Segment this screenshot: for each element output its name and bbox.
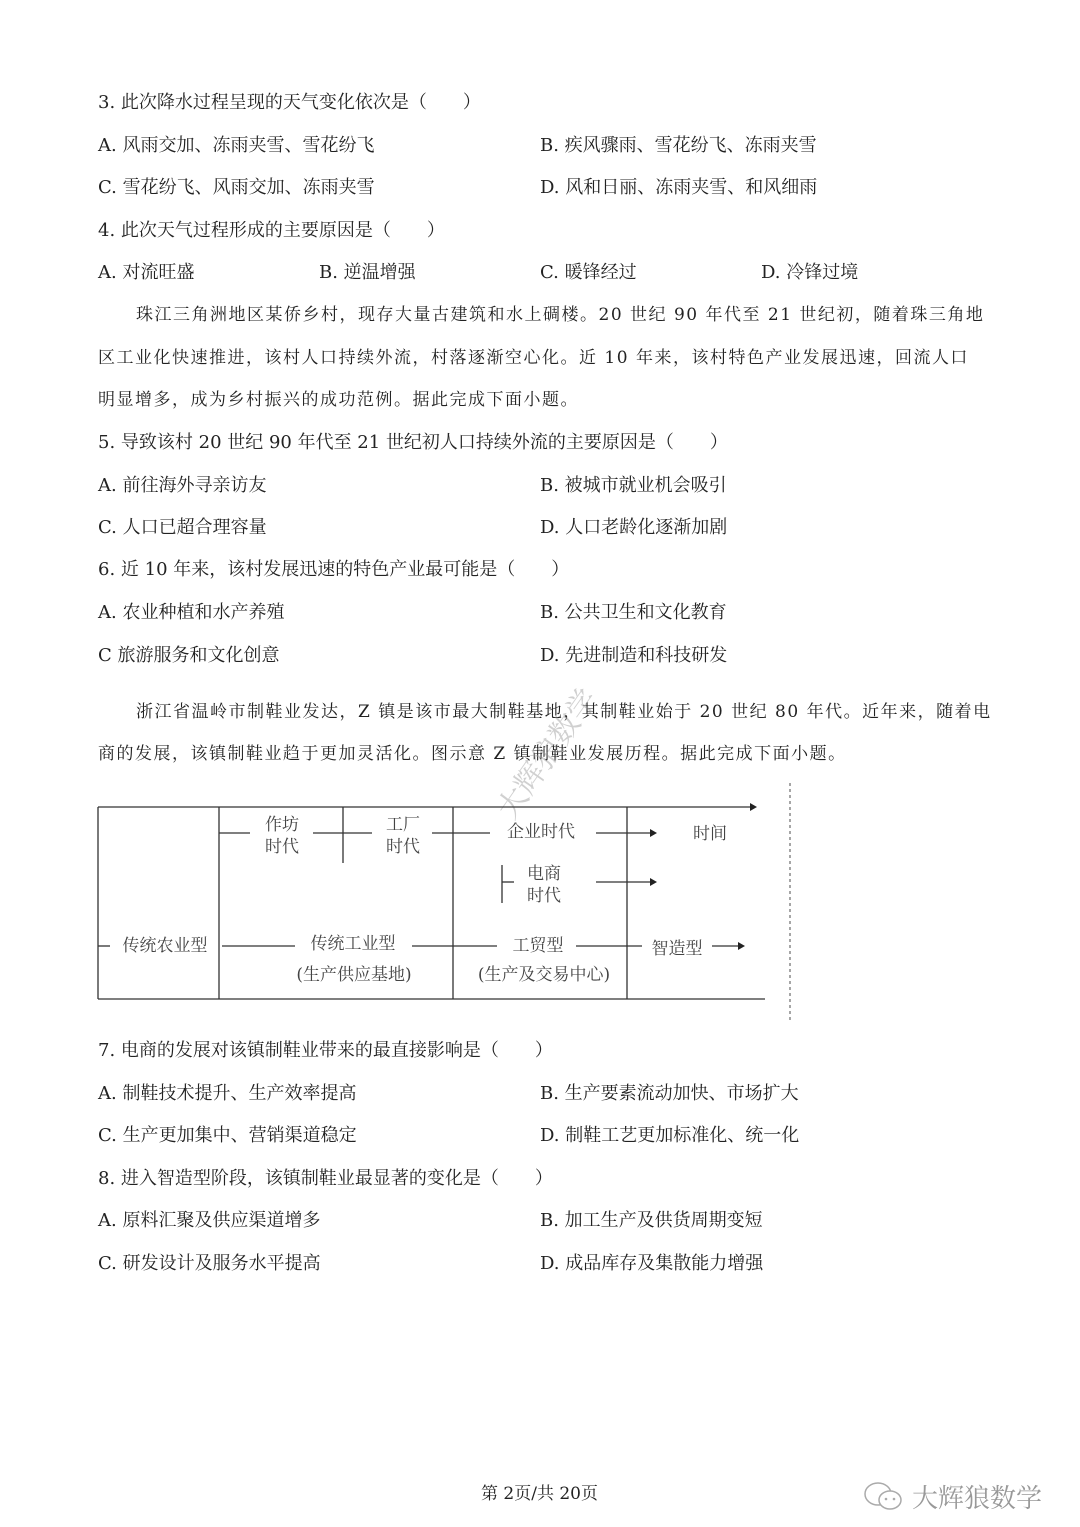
question-4-option-c: C. 暖锋经过: [540, 262, 637, 283]
era-workshop: 作坊 时代: [265, 815, 299, 857]
question-5-option-a: A. 前往海外寻亲访友: [98, 475, 267, 496]
question-7-stem: 7. 电商的发展对该镇制鞋业带来的最直接影响是（ ）: [98, 1040, 553, 1061]
question-7-option-d: D. 制鞋工艺更加标准化、统一化: [540, 1125, 800, 1146]
question-3-stem: 3. 此次降水过程呈现的天气变化依次是（ ）: [98, 92, 481, 113]
era-ecommerce: 电商 时代: [527, 864, 561, 906]
question-3-option-b: B. 疾风骤雨、雪花纷飞、冻雨夹雪: [540, 135, 817, 156]
arrow-icon: [650, 829, 657, 837]
question-8-option-a: A. 原料汇聚及供应渠道增多: [98, 1210, 321, 1231]
type-note-trade-center: (生产及交易中心): [477, 965, 611, 985]
question-6-option-a: A. 农业种植和水产养殖: [98, 602, 285, 623]
era-factory: 工厂 时代: [386, 815, 420, 857]
passage-2-line-1: 浙江省温岭市制鞋业发达，Z 镇是该市最大制鞋基地，其制鞋业始于 20 世纪 80 年代。近年来，随着电: [136, 702, 992, 722]
question-5-stem: 5. 导致该村 20 世纪 90 年代至 21 世纪初人口持续外流的主要原因是（ ）: [98, 432, 728, 453]
type-traditional-industry: 传统工业型: [310, 934, 396, 954]
question-5-option-d: D. 人口老龄化逐渐加剧: [540, 517, 728, 538]
type-note-supply-base: (生产供应基地): [296, 965, 412, 985]
question-6-option-d: D. 先进制造和科技研发: [540, 645, 728, 666]
question-3-option-a: A. 风雨交加、冻雨夹雪、雪花纷飞: [98, 135, 375, 156]
question-4-stem: 4. 此次天气过程形成的主要原因是（ ）: [98, 220, 445, 241]
question-3-option-c: C. 雪花纷飞、风雨交加、冻雨夹雪: [98, 177, 375, 198]
question-5-option-b: B. 被城市就业机会吸引: [540, 475, 727, 496]
question-4-option-d: D. 冷锋过境: [761, 262, 859, 283]
question-8-stem: 8. 进入智造型阶段，该镇制鞋业最显著的变化是（ ）: [98, 1168, 553, 1189]
type-traditional-agriculture: 传统农业型: [122, 936, 208, 956]
question-7-option-c: C. 生产更加集中、营销渠道稳定: [98, 1125, 357, 1146]
page-number: 第 2页/共 20页: [481, 1484, 598, 1504]
type-smart-manufacturing: 智造型: [651, 939, 703, 959]
question-8-option-c: C. 研发设计及服务水平提高: [98, 1253, 321, 1274]
question-6-option-b: B. 公共卫生和文化教育: [540, 602, 727, 623]
arrow-icon: [738, 942, 745, 950]
question-7-option-b: B. 生产要素流动加快、市场扩大: [540, 1083, 799, 1104]
watermark: 大辉狼数学: [490, 682, 606, 826]
question-6-stem: 6. 近 10 年来，该村发展迅速的特色产业最可能是（ ）: [98, 559, 570, 580]
passage-1-line-1: 珠江三角洲地区某侨乡村，现存大量古建筑和水上碉楼。20 世纪 90 年代至 21 世纪初，随着珠三角地: [136, 305, 985, 325]
question-8-option-b: B. 加工生产及供货周期变短: [540, 1210, 763, 1231]
type-industry-trade: 工贸型: [512, 936, 564, 956]
question-5-option-c: C. 人口已超合理容量: [98, 517, 267, 538]
question-3-option-d: D. 风和日丽、冻雨夹雪、和风细雨: [540, 177, 818, 198]
time-label: 时间: [693, 824, 727, 844]
wechat-icon: [862, 1480, 906, 1514]
arrow-icon: [650, 878, 657, 886]
passage-1-line-3: 明显增多，成为乡村振兴的成功范例。据此完成下面小题。: [98, 390, 579, 410]
arrow-icon: [750, 803, 757, 811]
passage-1-line-2: 区工业化快速推进，该村人口持续外流，村落逐渐空心化。近 10 年来，该村特色产业发展迅速，回流人口: [98, 348, 969, 368]
question-8-option-d: D. 成品库存及集散能力增强: [540, 1253, 764, 1274]
question-7-option-a: A. 制鞋技术提升、生产效率提高: [98, 1083, 357, 1104]
question-4-option-b: B. 逆温增强: [319, 262, 416, 283]
question-6-option-c: C 旅游服务和文化创意: [98, 645, 280, 666]
passage-2-line-2: 商的发展，该镇制鞋业趋于更加灵活化。图示意 Z 镇制鞋业发展历程。据此完成下面小题。: [98, 744, 847, 764]
question-4-option-a: A. 对流旺盛: [98, 262, 195, 283]
era-enterprise: 企业时代: [507, 822, 575, 842]
brand-logo: [862, 1478, 1042, 1515]
brand-name: 大辉狼数学: [912, 1484, 1043, 1514]
